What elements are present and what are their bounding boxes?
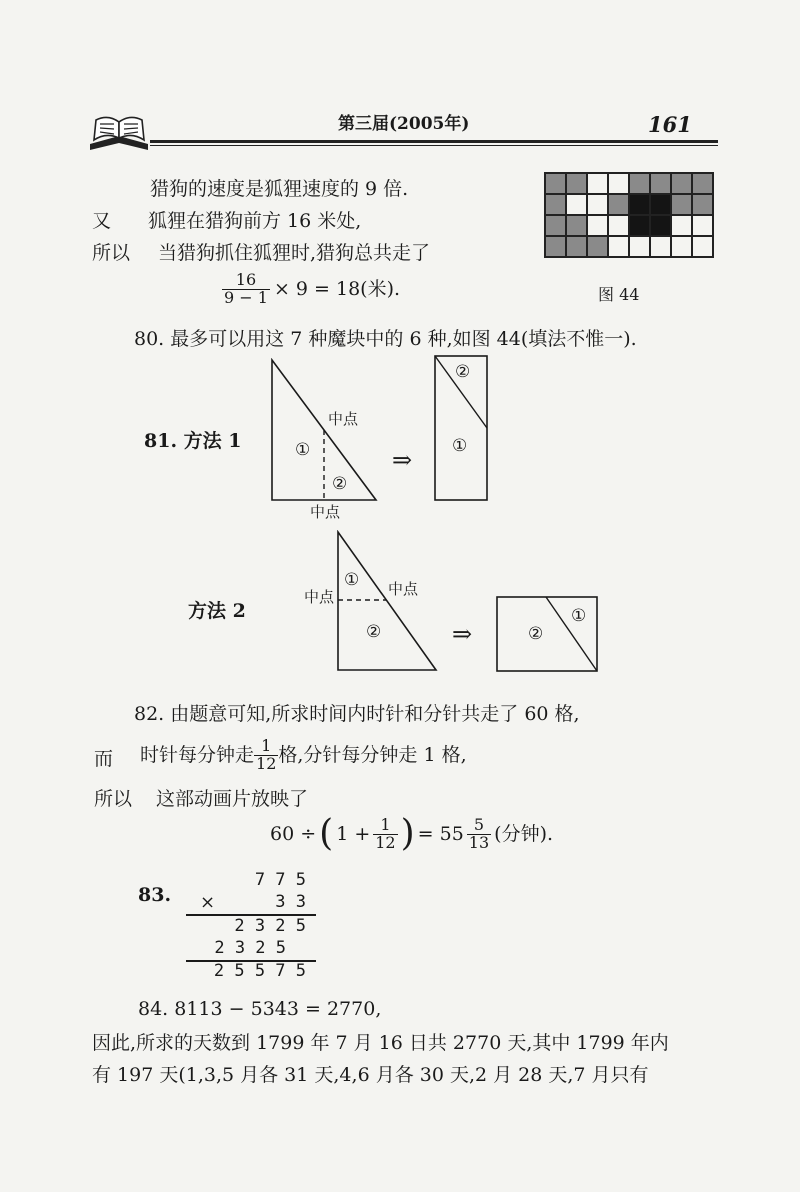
- grid-cell: [671, 236, 692, 257]
- s79-fraction: [222, 272, 270, 307]
- s82-formula-num: 1: [380, 814, 391, 834]
- s82-line2-label: 而: [94, 748, 114, 770]
- grid-cell: [587, 236, 608, 257]
- s80-text: 80. 最多可以用这 7 种魔块中的 6 种,如图 44(填法不惟一).: [134, 328, 637, 350]
- s84-line2: 因此,所求的天数到 1799 年 7 月 16 日共 2770 天,其中 1799 年内: [92, 1032, 669, 1054]
- grid-cell: [629, 236, 650, 257]
- s81-m1-piece2: ②: [332, 474, 348, 494]
- s82-formula-pre: 60 ÷: [270, 822, 317, 845]
- s79-line2-text: 狐狸在猎狗前方 16 米处,: [148, 210, 362, 232]
- s83-row4: 2 3 2 5: [214, 938, 286, 958]
- grid-cell: [629, 215, 650, 236]
- grid-cell: [608, 173, 629, 194]
- grid-cell: [545, 173, 566, 194]
- grid-cell: [566, 194, 587, 215]
- header-title: 第三届(2005年): [338, 114, 470, 134]
- grid-cell: [671, 215, 692, 236]
- s79-formula-rest: × 9 = 18(米).: [273, 277, 401, 300]
- s82-line2-pre: 时针每分钟走: [140, 743, 255, 766]
- grid-cell: [629, 194, 650, 215]
- grid-cell: [587, 215, 608, 236]
- book-icon: [86, 110, 152, 154]
- grid-cell: [545, 236, 566, 257]
- s82-line1: 82. 由题意可知,所求时间内时针和分针共走了 60 格,: [134, 703, 580, 725]
- s82-line3-label: 所以: [94, 788, 133, 810]
- s82-line2-den: 12: [256, 753, 277, 773]
- s81-m2-piece1: ①: [344, 570, 360, 590]
- s82-line3-text: 这部动画片放映了: [156, 788, 309, 810]
- s79-line2-label: 又: [92, 210, 112, 232]
- s82-mixed-fraction: [467, 814, 491, 852]
- s83-row2: 3 3: [275, 892, 306, 912]
- s82-formula-fraction: [373, 814, 397, 852]
- s81-m2-arrow: ⇒: [452, 620, 473, 648]
- s81-m2-midpoint-right: 中点: [388, 580, 419, 598]
- grid-cell: [566, 173, 587, 194]
- s81-m1r-piece2: ②: [455, 362, 471, 382]
- s81-method1-triangle: [270, 358, 382, 504]
- s79-fraction-num: 16: [235, 270, 257, 289]
- grid-cell: [587, 173, 608, 194]
- s82-mixed-den: 13: [468, 832, 490, 852]
- grid-cell: [650, 194, 671, 215]
- grid-cell: [587, 194, 608, 215]
- grid-cell: [629, 173, 650, 194]
- s81-m1-arrow: ⇒: [392, 446, 413, 474]
- page-number: 161: [648, 112, 692, 137]
- header-rule: [150, 140, 718, 143]
- s79-line3-text: 当猎狗抓住狐狸时,猎狗总共走了: [158, 242, 431, 264]
- grid-cell: [650, 236, 671, 257]
- s83-row5: 2 5 5 7 5: [213, 961, 306, 981]
- s82-formula-unit: (分钟).: [494, 822, 554, 845]
- s81-m1-midpoint-bottom: 中点: [310, 503, 341, 521]
- s81-m1-midpoint-top: 中点: [328, 410, 359, 428]
- s82-line2-fraction: [254, 738, 278, 773]
- s81-m2-piece2: ②: [366, 622, 382, 642]
- grid-cell: [608, 236, 629, 257]
- grid-cell: [566, 215, 587, 236]
- grid-cell: [692, 173, 713, 194]
- s82-formula-inner: 1 +: [336, 822, 371, 845]
- s82-line2-num: 1: [261, 736, 272, 755]
- s84-line3: 有 197 天(1,3,5 月各 31 天,4,6 月各 30 天,2 月 28 天,7 月只有: [92, 1064, 649, 1086]
- grid-cell: [545, 215, 566, 236]
- grid-cell: [545, 194, 566, 215]
- s81-m2-midpoint-left: 中点: [304, 588, 335, 606]
- figure-44-grid: [544, 172, 714, 258]
- grid-cell: [650, 215, 671, 236]
- s79-line1: 猎狗的速度是狐狸速度的 9 倍.: [150, 178, 409, 200]
- figure-44-caption: 图 44: [598, 285, 640, 304]
- grid-cell: [608, 194, 629, 215]
- s82-formula: [270, 813, 554, 854]
- s81-m1r-piece1: ①: [452, 436, 468, 456]
- s81-m1-piece1: ①: [295, 440, 311, 460]
- s84-line1: 84. 8113 − 5343 = 2770,: [138, 998, 382, 1020]
- grid-cell: [650, 173, 671, 194]
- s82-formula-eq: = 55: [417, 822, 464, 845]
- s81-method1: 81. 方法 1: [144, 430, 242, 452]
- grid-cell: [608, 215, 629, 236]
- s82-line2: [140, 738, 467, 773]
- header: [80, 108, 720, 158]
- s82-line2-post: 格,分针每分钟走 1 格,: [278, 743, 467, 766]
- s82-left-paren: (: [319, 813, 334, 854]
- s83-row1: 7 7 5: [254, 870, 306, 890]
- s82-mixed-num: 5: [473, 814, 485, 834]
- s79-fraction-den: 9 − 1: [224, 287, 268, 307]
- s83-times: ×: [200, 892, 216, 913]
- grid-cell: [692, 236, 713, 257]
- s82-right-paren: ): [400, 813, 415, 854]
- grid-cell: [692, 194, 713, 215]
- s81-method2-triangle: [336, 530, 440, 674]
- s83-label: 83.: [138, 884, 172, 906]
- s83-row3: 2 3 2 5: [234, 916, 306, 936]
- header-rule-thin: [150, 145, 718, 146]
- grid-cell: [566, 236, 587, 257]
- s79-formula: [222, 272, 400, 307]
- s82-formula-den: 12: [375, 832, 396, 852]
- grid-cell: [671, 194, 692, 215]
- grid-cell: [671, 173, 692, 194]
- s81-m2r-piece2: ②: [528, 624, 544, 644]
- grid-cell: [692, 215, 713, 236]
- s83-multiplication: [186, 870, 318, 980]
- s81-method2: 方法 2: [188, 600, 246, 622]
- s79-line3-label: 所以: [92, 242, 131, 264]
- s81-m2r-piece1: ①: [571, 606, 587, 626]
